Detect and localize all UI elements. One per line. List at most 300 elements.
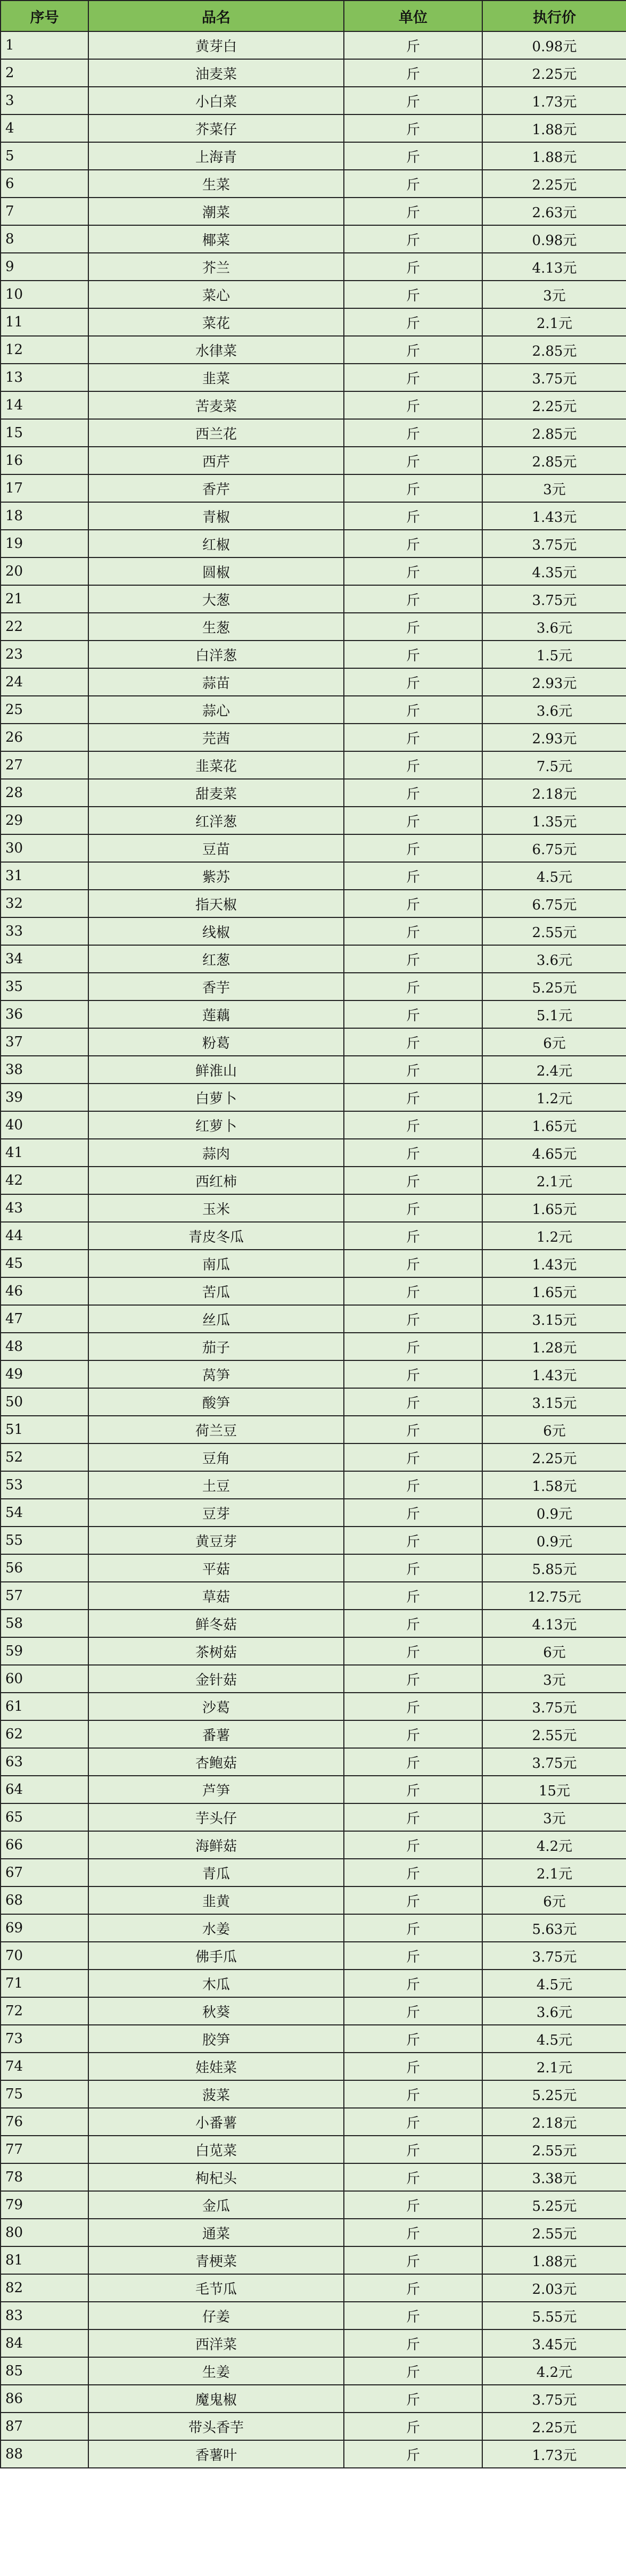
cell-unit: 斤 <box>344 890 482 917</box>
table-row <box>1 1997 626 2025</box>
cell-price: 2.1元 <box>482 308 626 336</box>
cell-index: 37 <box>1 1028 88 1056</box>
cell-unit: 斤 <box>344 1139 482 1167</box>
cell-unit: 斤 <box>344 1000 482 1028</box>
header-unit: 单位 <box>344 1 482 31</box>
cell-unit: 斤 <box>344 2440 482 2468</box>
cell-index: 33 <box>1 917 88 945</box>
cell-price: 0.98元 <box>482 225 626 253</box>
cell-price: 5.25元 <box>482 2080 626 2108</box>
cell-unit: 斤 <box>344 1665 482 1693</box>
table-row <box>1 1942 626 1970</box>
cell-price: 2.18元 <box>482 2108 626 2136</box>
cell-name: 芫茜 <box>88 724 344 751</box>
cell-index: 45 <box>1 1250 88 1277</box>
cell-index: 60 <box>1 1665 88 1693</box>
cell-price: 3元 <box>482 474 626 502</box>
cell-name: 酸笋 <box>88 1388 344 1416</box>
cell-unit: 斤 <box>344 198 482 225</box>
cell-unit: 斤 <box>344 391 482 419</box>
cell-index: 68 <box>1 1886 88 1914</box>
cell-index: 52 <box>1 1443 88 1471</box>
cell-price: 1.5元 <box>482 641 626 668</box>
cell-name: 莲藕 <box>88 1000 344 1028</box>
cell-name: 豆角 <box>88 1443 344 1471</box>
cell-name: 莴笋 <box>88 1360 344 1388</box>
cell-unit: 斤 <box>344 1388 482 1416</box>
cell-price: 2.03元 <box>482 2274 626 2302</box>
cell-name: 菠菜 <box>88 2080 344 2108</box>
table-row <box>1 696 626 724</box>
cell-name: 黄芽白 <box>88 31 344 59</box>
cell-name: 豆苗 <box>88 834 344 862</box>
cell-index: 64 <box>1 1776 88 1803</box>
cell-name: 菜花 <box>88 308 344 336</box>
cell-price: 3.75元 <box>482 1748 626 1776</box>
cell-index: 66 <box>1 1831 88 1859</box>
cell-unit: 斤 <box>344 1360 482 1388</box>
cell-index: 11 <box>1 308 88 336</box>
cell-name: 菜心 <box>88 281 344 308</box>
table-row <box>1 1333 626 1360</box>
cell-index: 12 <box>1 336 88 364</box>
cell-index: 84 <box>1 2329 88 2357</box>
cell-name: 平菇 <box>88 1554 344 1582</box>
table-row <box>1 1277 626 1305</box>
cell-index: 28 <box>1 779 88 807</box>
cell-unit: 斤 <box>344 2329 482 2357</box>
cell-name: 潮菜 <box>88 198 344 225</box>
cell-unit: 斤 <box>344 834 482 862</box>
cell-price: 5.1元 <box>482 1000 626 1028</box>
cell-index: 61 <box>1 1693 88 1720</box>
cell-name: 芋头仔 <box>88 1803 344 1831</box>
cell-index: 36 <box>1 1000 88 1028</box>
cell-unit: 斤 <box>344 2413 482 2440</box>
cell-index: 70 <box>1 1942 88 1970</box>
cell-price: 4.35元 <box>482 557 626 585</box>
cell-unit: 斤 <box>344 1499 482 1527</box>
cell-index: 81 <box>1 2246 88 2274</box>
cell-unit: 斤 <box>344 1970 482 1997</box>
cell-name: 蒜肉 <box>88 1139 344 1167</box>
cell-unit: 斤 <box>344 613 482 641</box>
cell-price: 5.85元 <box>482 1554 626 1582</box>
cell-price: 3.6元 <box>482 613 626 641</box>
cell-index: 27 <box>1 751 88 779</box>
cell-price: 2.25元 <box>482 1443 626 1471</box>
table-row <box>1 1886 626 1914</box>
cell-name: 油麦菜 <box>88 59 344 87</box>
cell-unit: 斤 <box>344 2025 482 2053</box>
cell-index: 59 <box>1 1637 88 1665</box>
cell-unit: 斤 <box>344 917 482 945</box>
cell-unit: 斤 <box>344 114 482 142</box>
cell-unit: 斤 <box>344 2274 482 2302</box>
cell-price: 1.43元 <box>482 1250 626 1277</box>
cell-index: 30 <box>1 834 88 862</box>
cell-unit: 斤 <box>344 502 482 530</box>
table-row <box>1 1776 626 1803</box>
cell-unit: 斤 <box>344 474 482 502</box>
cell-unit: 斤 <box>344 1776 482 1803</box>
cell-index: 71 <box>1 1970 88 1997</box>
table-row <box>1 2108 626 2136</box>
cell-price: 3.75元 <box>482 585 626 613</box>
cell-name: 丝瓜 <box>88 1305 344 1333</box>
cell-price: 6元 <box>482 1886 626 1914</box>
cell-unit: 斤 <box>344 2136 482 2163</box>
table-row <box>1 862 626 890</box>
cell-unit: 斤 <box>344 419 482 447</box>
cell-index: 63 <box>1 1748 88 1776</box>
cell-unit: 斤 <box>344 696 482 724</box>
cell-price: 2.55元 <box>482 2219 626 2246</box>
table-row <box>1 1637 626 1665</box>
cell-name: 草菇 <box>88 1582 344 1610</box>
table-row <box>1 1028 626 1056</box>
cell-index: 62 <box>1 1720 88 1748</box>
cell-index: 39 <box>1 1084 88 1111</box>
cell-index: 76 <box>1 2108 88 2136</box>
cell-price: 1.73元 <box>482 2440 626 2468</box>
cell-price: 1.35元 <box>482 807 626 834</box>
cell-name: 香芹 <box>88 474 344 502</box>
cell-index: 26 <box>1 724 88 751</box>
table-row <box>1 585 626 613</box>
cell-price: 5.63元 <box>482 1914 626 1942</box>
table-row <box>1 1416 626 1443</box>
cell-index: 55 <box>1 1527 88 1554</box>
cell-name: 蒜苗 <box>88 668 344 696</box>
cell-name: 红洋葱 <box>88 807 344 834</box>
table-row <box>1 2080 626 2108</box>
table-row <box>1 1222 626 1250</box>
cell-price: 3.75元 <box>482 1693 626 1720</box>
cell-name: 枸杞头 <box>88 2163 344 2191</box>
cell-unit: 斤 <box>344 253 482 281</box>
cell-name: 西芹 <box>88 447 344 474</box>
cell-price: 3.6元 <box>482 945 626 973</box>
cell-unit: 斤 <box>344 170 482 198</box>
cell-name: 番薯 <box>88 1720 344 1748</box>
cell-price: 2.55元 <box>482 917 626 945</box>
cell-price: 1.88元 <box>482 114 626 142</box>
cell-unit: 斤 <box>344 1305 482 1333</box>
table-row <box>1 973 626 1000</box>
cell-price: 1.43元 <box>482 502 626 530</box>
cell-unit: 斤 <box>344 2219 482 2246</box>
cell-unit: 斤 <box>344 945 482 973</box>
cell-index: 88 <box>1 2440 88 2468</box>
cell-price: 5.25元 <box>482 973 626 1000</box>
table-row <box>1 1167 626 1194</box>
cell-name: 沙葛 <box>88 1693 344 1720</box>
table-row <box>1 2302 626 2329</box>
cell-index: 25 <box>1 696 88 724</box>
cell-index: 75 <box>1 2080 88 2108</box>
cell-index: 83 <box>1 2302 88 2329</box>
cell-index: 1 <box>1 31 88 59</box>
cell-unit: 斤 <box>344 1167 482 1194</box>
cell-unit: 斤 <box>344 724 482 751</box>
cell-name: 圆椒 <box>88 557 344 585</box>
cell-price: 2.93元 <box>482 724 626 751</box>
cell-name: 茄子 <box>88 1333 344 1360</box>
cell-name: 西兰花 <box>88 419 344 447</box>
cell-name: 南瓜 <box>88 1250 344 1277</box>
cell-index: 32 <box>1 890 88 917</box>
table-row <box>1 834 626 862</box>
cell-name: 水姜 <box>88 1914 344 1942</box>
cell-price: 2.1元 <box>482 1167 626 1194</box>
table-row <box>1 2053 626 2080</box>
cell-index: 65 <box>1 1803 88 1831</box>
cell-name: 玉米 <box>88 1194 344 1222</box>
cell-name: 海鲜菇 <box>88 1831 344 1859</box>
cell-price: 4.5元 <box>482 2025 626 2053</box>
cell-index: 35 <box>1 973 88 1000</box>
cell-price: 4.65元 <box>482 1139 626 1167</box>
cell-unit: 斤 <box>344 1693 482 1720</box>
cell-price: 5.55元 <box>482 2302 626 2329</box>
cell-unit: 斤 <box>344 1720 482 1748</box>
table-row <box>1 225 626 253</box>
cell-name: 青梗菜 <box>88 2246 344 2274</box>
cell-unit: 斤 <box>344 364 482 391</box>
cell-price: 6.75元 <box>482 834 626 862</box>
table-row <box>1 2191 626 2219</box>
cell-name: 小白菜 <box>88 87 344 114</box>
cell-unit: 斤 <box>344 2302 482 2329</box>
table-row <box>1 114 626 142</box>
table-row <box>1 502 626 530</box>
cell-price: 2.25元 <box>482 2413 626 2440</box>
cell-unit: 斤 <box>344 1610 482 1637</box>
cell-name: 西红柿 <box>88 1167 344 1194</box>
cell-index: 8 <box>1 225 88 253</box>
table-row <box>1 2357 626 2385</box>
cell-name: 香薯叶 <box>88 2440 344 2468</box>
table-row <box>1 1139 626 1167</box>
table-row <box>1 1748 626 1776</box>
table-row <box>1 557 626 585</box>
cell-price: 1.65元 <box>482 1111 626 1139</box>
cell-price: 3元 <box>482 1665 626 1693</box>
table-row <box>1 391 626 419</box>
cell-name: 苦麦菜 <box>88 391 344 419</box>
cell-name: 白萝卜 <box>88 1084 344 1111</box>
cell-unit: 斤 <box>344 1416 482 1443</box>
table-row <box>1 1084 626 1111</box>
cell-unit: 斤 <box>344 2357 482 2385</box>
cell-unit: 斤 <box>344 2246 482 2274</box>
table-row <box>1 1111 626 1139</box>
table-row <box>1 308 626 336</box>
cell-unit: 斤 <box>344 2191 482 2219</box>
cell-name: 大葱 <box>88 585 344 613</box>
table-row <box>1 1970 626 1997</box>
table-row <box>1 2440 626 2468</box>
cell-index: 77 <box>1 2136 88 2163</box>
cell-name: 韭菜 <box>88 364 344 391</box>
table-row <box>1 1443 626 1471</box>
cell-index: 78 <box>1 2163 88 2191</box>
cell-index: 34 <box>1 945 88 973</box>
cell-unit: 斤 <box>344 1527 482 1554</box>
cell-price: 2.85元 <box>482 419 626 447</box>
table-row <box>1 364 626 391</box>
cell-index: 47 <box>1 1305 88 1333</box>
table-row <box>1 890 626 917</box>
cell-unit: 斤 <box>344 862 482 890</box>
table-row <box>1 2136 626 2163</box>
cell-unit: 斤 <box>344 530 482 557</box>
cell-index: 20 <box>1 557 88 585</box>
table-row <box>1 2385 626 2413</box>
cell-unit: 斤 <box>344 1443 482 1471</box>
cell-unit: 斤 <box>344 281 482 308</box>
cell-name: 魔鬼椒 <box>88 2385 344 2413</box>
cell-index: 5 <box>1 142 88 170</box>
cell-unit: 斤 <box>344 1831 482 1859</box>
cell-unit: 斤 <box>344 2385 482 2413</box>
cell-index: 23 <box>1 641 88 668</box>
cell-name: 豆芽 <box>88 1499 344 1527</box>
cell-name: 芥菜仔 <box>88 114 344 142</box>
cell-index: 29 <box>1 807 88 834</box>
cell-price: 0.98元 <box>482 31 626 59</box>
cell-index: 85 <box>1 2357 88 2385</box>
cell-name: 娃娃菜 <box>88 2053 344 2080</box>
cell-price: 4.5元 <box>482 1970 626 1997</box>
cell-unit: 斤 <box>344 87 482 114</box>
cell-unit: 斤 <box>344 557 482 585</box>
cell-unit: 斤 <box>344 142 482 170</box>
table-row <box>1 2163 626 2191</box>
cell-name: 土豆 <box>88 1471 344 1499</box>
table-row <box>1 751 626 779</box>
table-row <box>1 1000 626 1028</box>
table-row <box>1 447 626 474</box>
cell-unit: 斤 <box>344 308 482 336</box>
cell-price: 2.1元 <box>482 1859 626 1886</box>
cell-price: 2.63元 <box>482 198 626 225</box>
table-row <box>1 613 626 641</box>
cell-index: 67 <box>1 1859 88 1886</box>
cell-name: 鲜冬菇 <box>88 1610 344 1637</box>
cell-unit: 斤 <box>344 1056 482 1084</box>
cell-index: 24 <box>1 668 88 696</box>
cell-index: 74 <box>1 2053 88 2080</box>
cell-index: 48 <box>1 1333 88 1360</box>
cell-index: 7 <box>1 198 88 225</box>
cell-price: 3.15元 <box>482 1305 626 1333</box>
cell-price: 3.75元 <box>482 2385 626 2413</box>
cell-index: 41 <box>1 1139 88 1167</box>
cell-name: 秋葵 <box>88 1997 344 2025</box>
cell-unit: 斤 <box>344 1250 482 1277</box>
cell-price: 2.18元 <box>482 779 626 807</box>
cell-name: 胶笋 <box>88 2025 344 2053</box>
cell-unit: 斤 <box>344 1111 482 1139</box>
cell-unit: 斤 <box>344 1637 482 1665</box>
cell-unit: 斤 <box>344 1471 482 1499</box>
cell-name: 生姜 <box>88 2357 344 2385</box>
cell-name: 粉葛 <box>88 1028 344 1056</box>
cell-unit: 斤 <box>344 1748 482 1776</box>
cell-name: 紫苏 <box>88 862 344 890</box>
cell-name: 杏鲍菇 <box>88 1748 344 1776</box>
cell-unit: 斤 <box>344 1277 482 1305</box>
table-row <box>1 1527 626 1554</box>
cell-index: 82 <box>1 2274 88 2302</box>
cell-index: 49 <box>1 1360 88 1388</box>
cell-name: 青皮冬瓜 <box>88 1222 344 1250</box>
table-row <box>1 2246 626 2274</box>
cell-unit: 斤 <box>344 1886 482 1914</box>
header-price: 执行价 <box>482 1 626 31</box>
cell-name: 西洋菜 <box>88 2329 344 2357</box>
table-row <box>1 253 626 281</box>
cell-price: 1.73元 <box>482 87 626 114</box>
cell-index: 31 <box>1 862 88 890</box>
cell-name: 线椒 <box>88 917 344 945</box>
table-row <box>1 142 626 170</box>
cell-price: 2.25元 <box>482 59 626 87</box>
cell-index: 14 <box>1 391 88 419</box>
cell-index: 21 <box>1 585 88 613</box>
table-row <box>1 779 626 807</box>
cell-price: 1.43元 <box>482 1360 626 1388</box>
cell-price: 3.75元 <box>482 530 626 557</box>
cell-unit: 斤 <box>344 447 482 474</box>
header-name: 品名 <box>88 1 344 31</box>
cell-name: 黄豆芽 <box>88 1527 344 1554</box>
table-row <box>1 1914 626 1942</box>
cell-index: 38 <box>1 1056 88 1084</box>
cell-price: 2.85元 <box>482 447 626 474</box>
cell-index: 4 <box>1 114 88 142</box>
cell-price: 4.2元 <box>482 1831 626 1859</box>
cell-price: 2.55元 <box>482 1720 626 1748</box>
cell-name: 通菜 <box>88 2219 344 2246</box>
cell-unit: 斤 <box>344 2080 482 2108</box>
cell-price: 2.85元 <box>482 336 626 364</box>
cell-price: 6元 <box>482 1416 626 1443</box>
cell-name: 生菜 <box>88 170 344 198</box>
table-row <box>1 419 626 447</box>
table-row <box>1 807 626 834</box>
cell-price: 4.13元 <box>482 253 626 281</box>
table-row <box>1 87 626 114</box>
cell-index: 87 <box>1 2413 88 2440</box>
cell-index: 86 <box>1 2385 88 2413</box>
cell-unit: 斤 <box>344 1554 482 1582</box>
table-row <box>1 59 626 87</box>
table-row <box>1 2413 626 2440</box>
table-row <box>1 281 626 308</box>
cell-price: 3.75元 <box>482 364 626 391</box>
cell-unit: 斤 <box>344 1084 482 1111</box>
table-row <box>1 2219 626 2246</box>
cell-price: 1.58元 <box>482 1471 626 1499</box>
cell-name: 指天椒 <box>88 890 344 917</box>
cell-unit: 斤 <box>344 668 482 696</box>
cell-unit: 斤 <box>344 641 482 668</box>
cell-name: 茶树菇 <box>88 1637 344 1665</box>
cell-price: 1.88元 <box>482 2246 626 2274</box>
